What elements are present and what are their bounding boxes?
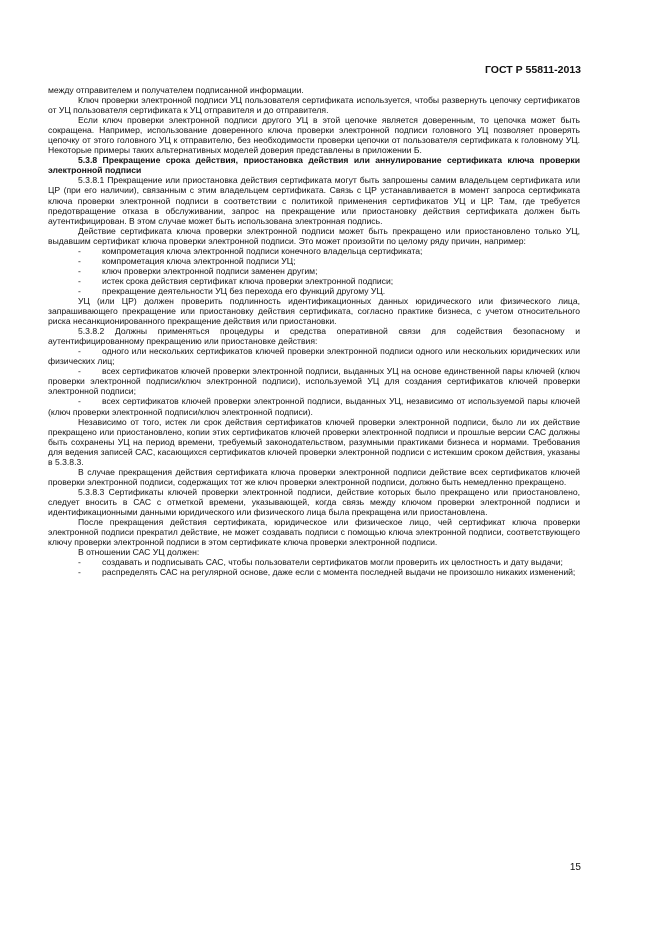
list-dash: - [78,557,81,568]
list-dash: - [78,396,81,407]
paragraph: между отправителем и получателем подписанной информации. [48,85,304,95]
paragraph: Независимо от того, истек ли срок действия сертификатов ключей проверки электронной подписи, было ли их действие прекращено или приостановлено, копии этих сертификатов ключей проверки электронной подписи и прошлые версии САС должны быть сохранены УЦ на период времени, требуемый законодательством, разумными практиками бизнеса и нормами. Требования для ведения записей САС, касающихся сертификатов ключей проверки электронной подписи с истекшим сроком действия, указаны в 5.3.8.3. [48,416,580,467]
list-dash: - [78,245,81,256]
list-item [48,567,580,577]
list-dash: - [78,275,81,286]
paragraph: Действие сертификата ключа проверки электронной подписи может быть прекращено или приостановлено только УЦ, выдавшим сертификат ключа проверки электронной подписи. Это может произойти по целому ряду причин, например: [48,225,580,246]
list-item-text: истек срока действия сертификат ключа проверки электронной подписи; [102,275,394,286]
list-dash: - [78,366,81,377]
list-dash: - [78,567,81,578]
list-item-text: компрометация ключа электронной подписи УЦ; [102,255,296,266]
page-body [48,85,580,577]
list-item [48,396,580,416]
list-item-text: всех сертификатов ключей проверки электронной подписи, выданных УЦ на основе единственной пары ключей (ключ проверки электронной подписи/ключ электронной подписи), используемой УЦ для создания сертификатов ключей проверки электронной подписи; [48,366,580,397]
standard-header: ГОСТ Р 55811-2013 [484,64,581,76]
list-item [48,266,580,276]
section-heading: 5.3.8 Прекращение срока действия, приостановка действия или аннулирование сертификата ключа проверки электронной подписи [48,155,580,176]
list-dash: - [78,285,81,296]
list-dash: - [78,255,81,266]
list-item-text: одного или нескольких сертификатов ключей проверки электронной подписи одного или нескольких юридических или физических лиц; [48,346,580,367]
list-item [48,346,580,366]
list-item-text: прекращение деятельности УЦ без перехода его функций другому УЦ. [102,285,386,296]
list-item-text: всех сертификатов ключей проверки электронной подписи, выданных УЦ, независимо от используемой пары ключей (ключ проверки электронной подписи/ключ электронной подписи). [48,396,580,417]
list-item-text: ключ проверки электронной подписи заменен другим; [102,265,318,276]
list-item-text: компрометация ключа электронной подписи конечного владельца сертификата; [102,245,423,256]
list-item [48,246,580,256]
list-item [48,286,580,296]
paragraph: В отношении САС УЦ должен: [78,547,200,558]
page-number: 15 [569,862,581,873]
list-item-text: создавать и подписывать САС, чтобы пользователи сертификатов могли проверить их целостность и дату выдачи; [102,557,563,568]
paragraph: 5.3.8.2 Должны применяться процедуры и средства оперативной связи для содействия безопасному и аутентифицированному прекращению или приостановке действия: [48,326,580,347]
paragraph: В случае прекращения действия сертификата ключа проверки электронной подписи действие всех сертификатов ключей проверки электронной подписи, содержащих тот же ключ проверки электронной подписи, должно быть немедленно прекращено. [48,466,580,487]
list-item [48,557,580,567]
paragraph: УЦ (или ЦР) должен проверить подлинность идентификационных данных юридического или физического лица, запрашивающего прекращение или приостановку действия сертификата, согласно практике бизнеса, с учетом относительного риска несанкционированного прекращение действия или приостановки. [48,295,580,327]
paragraph: После прекращения действия сертификата, юридическое или физическое лицо, чей сертификат ключа проверки электронной подписи прекратил действие, не может создавать подписи с помощью ключа электронной подписи, соответствующего ключу проверки электронной подписи в этом сертификате ключа проверки электронной подписи. [48,517,580,548]
paragraph: Если ключ проверки электронной подписи другого УЦ в этой цепочке является доверенным, то цепочка может быть сокращена. Например, использование доверенного ключа проверки электронной подписи головного УЦ позволяет проверять цепочку от этого головного УЦ к отправителю, без необходимости проверки цепочки от пользователя сертификата к головному УЦ. Некоторые примеры таких альтернативных моделей доверия представлены в приложении Б. [48,115,580,156]
list-item [48,366,580,396]
list-dash: - [78,346,81,357]
paragraph: 5.3.8.1 Прекращение или приостановка действия сертификата могут быть запрошены самим владельцем сертификата или ЦР (при его наличии), связанным с этим владельцем сертификата. Связь с ЦР устанавливается в момент запроса сертификата ключа проверки электронной подписи в соответствии с политикой применения сертификатов УЦ и ЦР. Там, где требуется предотвращение отказа в обслуживании, запрос на прекращение или приостановку действия сертификата должен быть аутентифицирован. В этом случае может быть использована электронная подпись. [48,175,580,226]
paragraph: Ключ проверки электронной подписи УЦ пользователя сертификата используется, чтобы развернуть цепочку сертификатов от УЦ пользователя сертификата к УЦ отправителя и до отправителя. [48,95,580,116]
list-item [48,256,580,266]
paragraph: 5.3.8.3 Сертификаты ключей проверки электронной подписи, действие которых было прекращено или приостановлено, следует вносить в САС с отметкой времени, указывающей, когда связь между ключом проверки электронной подписи и идентификационными данными юридического или физического лица была прекращена или приостановлена. [48,486,580,517]
list-dash: - [78,265,81,276]
list-item-text: распределять САС на регулярной основе, даже если с момента последней выдачи не произошло никаких изменений; [102,567,576,578]
list-item [48,276,580,286]
